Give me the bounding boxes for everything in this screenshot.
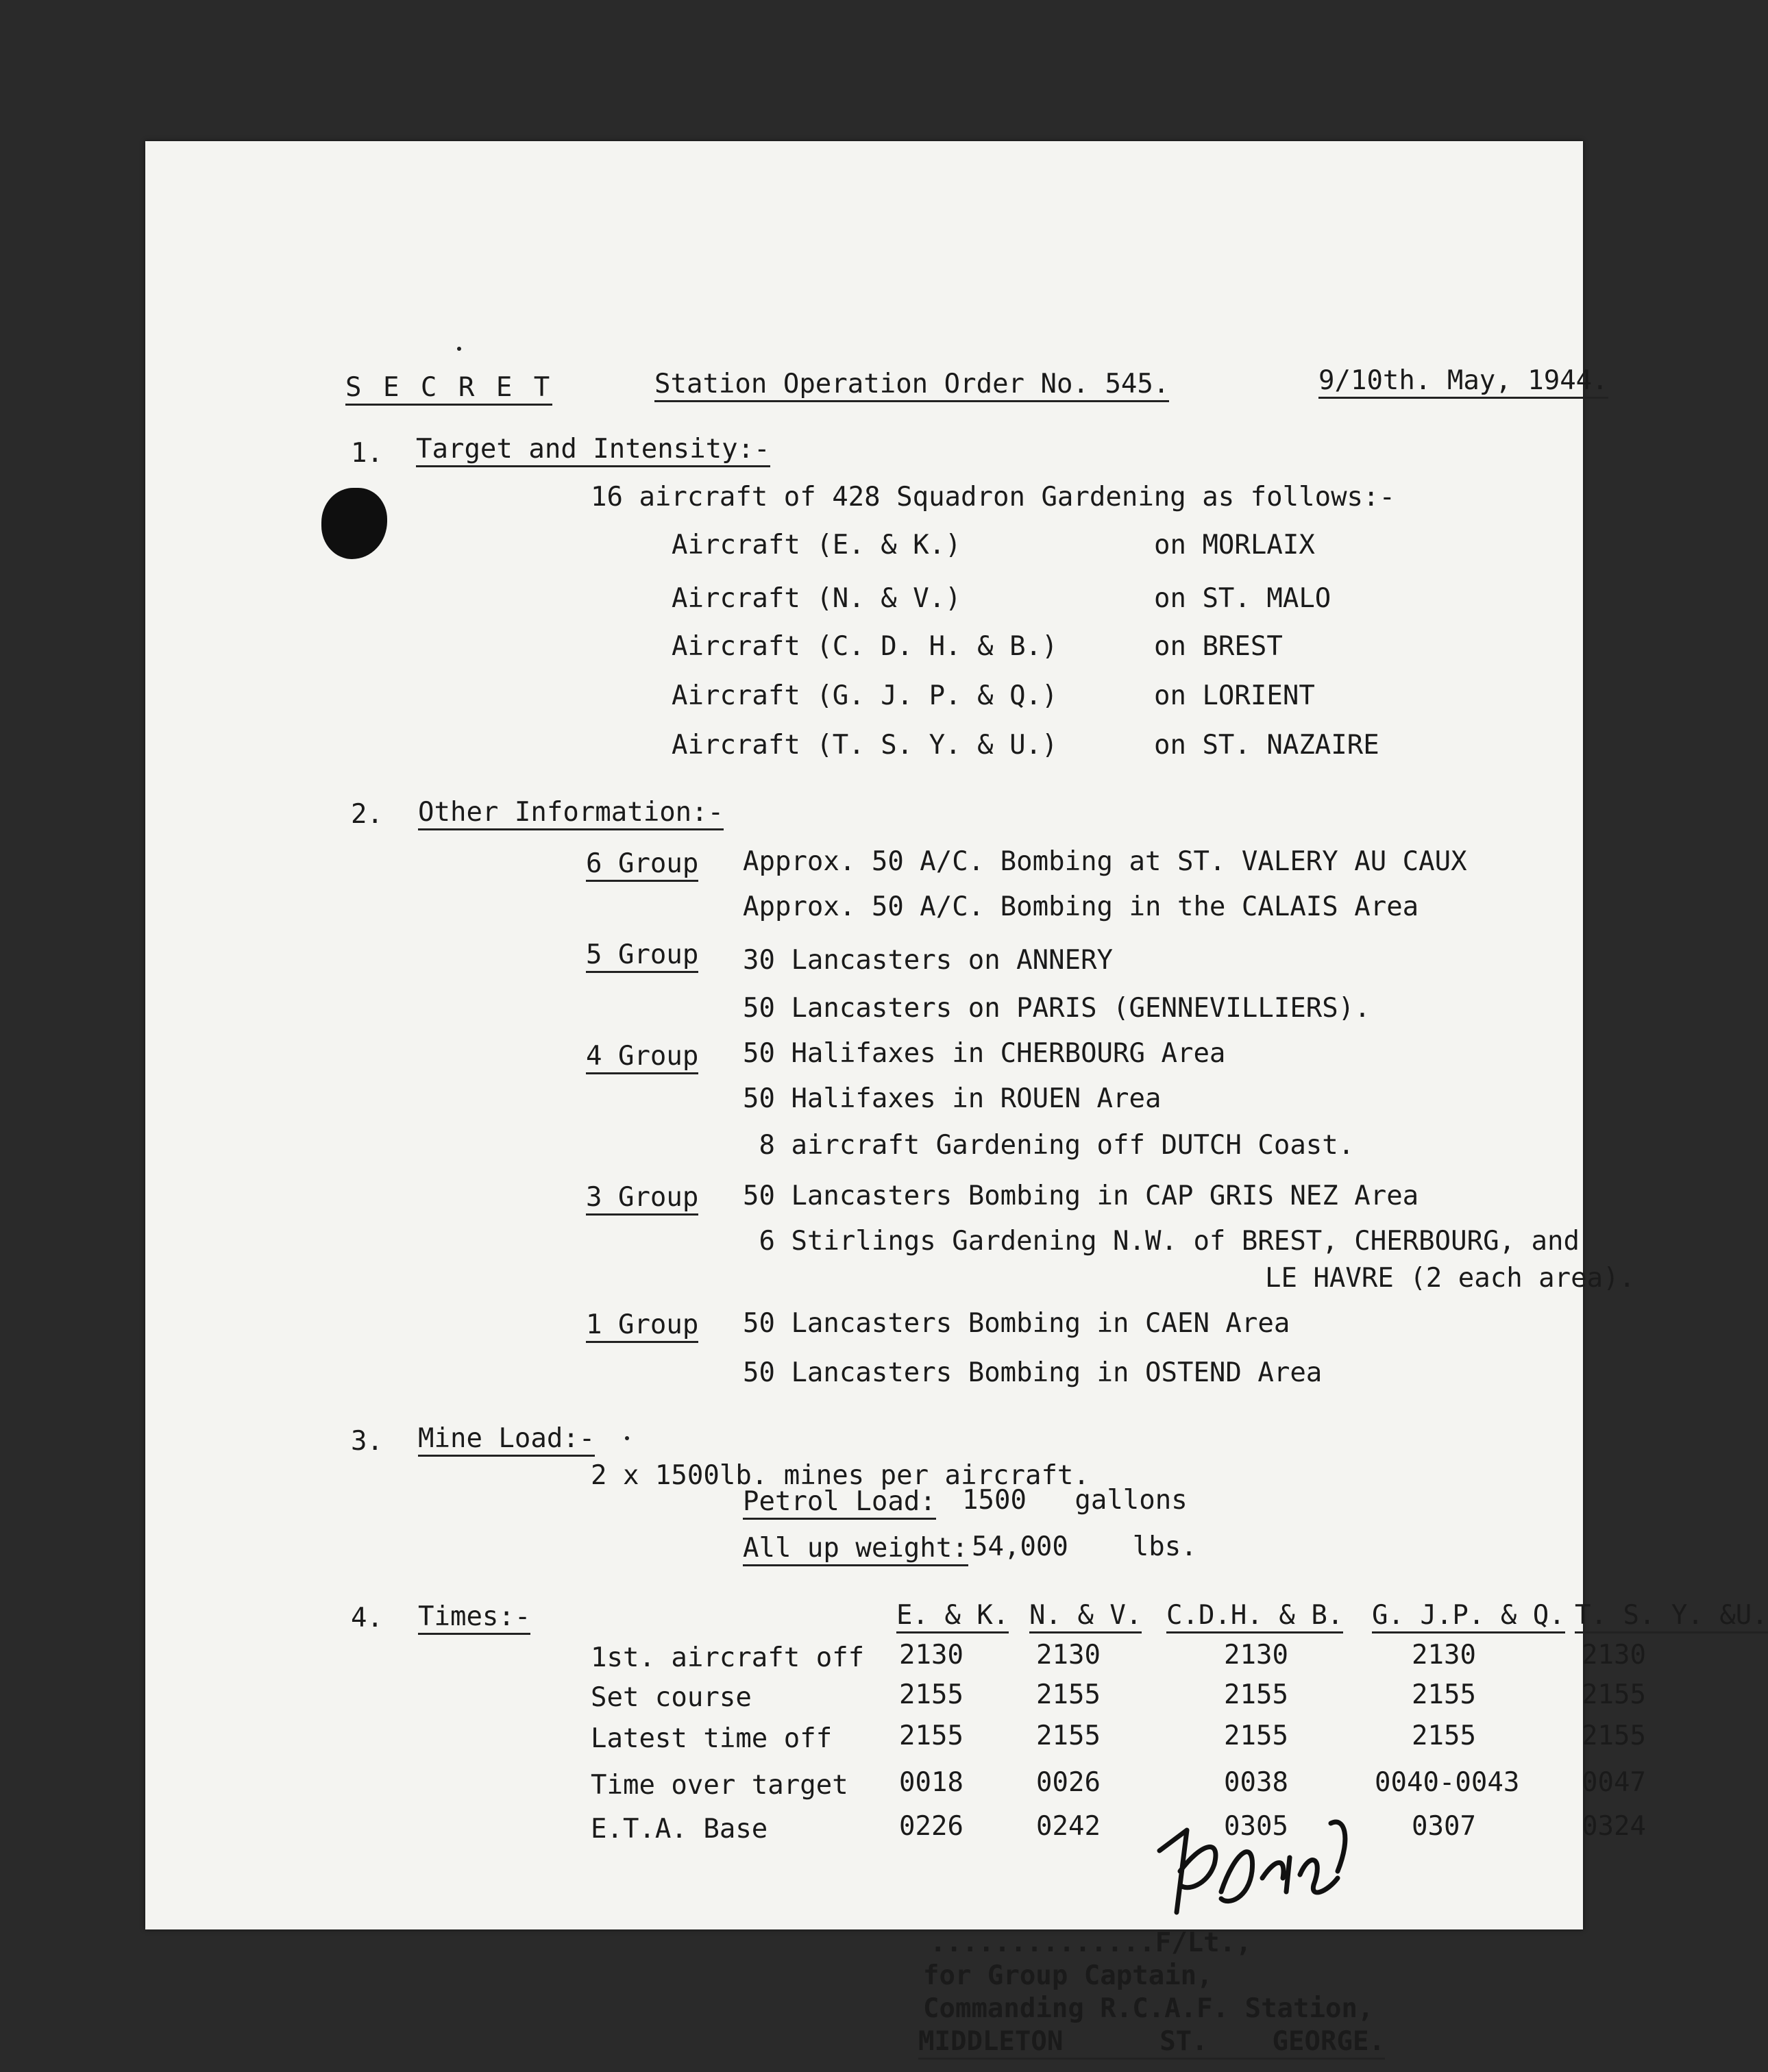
section-1-number: 1. bbox=[351, 438, 383, 469]
group-line: 50 Halifaxes in CHERBOURG Area bbox=[743, 1038, 1226, 1069]
petrol-load-value: 1500 gallons bbox=[962, 1485, 1188, 1516]
times-column-header: T. S. Y. &U. bbox=[1575, 1602, 1768, 1633]
ink-speck bbox=[457, 347, 461, 351]
group-name: 1 Group bbox=[586, 1311, 698, 1343]
aircraft-row-target: on MORLAIX bbox=[1154, 530, 1315, 560]
aircraft-row-target: on LORIENT bbox=[1154, 680, 1315, 711]
aircraft-row-label: Aircraft (C. D. H. & B.) bbox=[672, 631, 1058, 662]
signature-station: MIDDLETON ST. GEORGE. bbox=[918, 2028, 1385, 2060]
section-4-heading: Times:- bbox=[418, 1603, 530, 1635]
order-title: Station Operation Order No. 545. bbox=[654, 371, 1169, 402]
times-column-header: E. & K. bbox=[896, 1602, 1009, 1633]
group-name: 4 Group bbox=[586, 1043, 698, 1074]
petrol-load-label: Petrol Load: bbox=[743, 1488, 936, 1520]
times-cell: 2130 bbox=[1224, 1640, 1288, 1670]
times-cell: 2155 bbox=[1412, 1679, 1476, 1710]
times-row-label: Latest time off bbox=[591, 1723, 833, 1754]
group-name: 6 Group bbox=[586, 850, 698, 882]
mine-load-text: 2 x 1500lb. mines per aircraft. bbox=[591, 1460, 1090, 1491]
all-up-weight-value: 54,000 lbs. bbox=[972, 1531, 1197, 1562]
group-line: 50 Lancasters Bombing in OSTEND Area bbox=[743, 1357, 1323, 1388]
section-1-heading: Target and Intensity:- bbox=[416, 436, 770, 467]
section-1-intro: 16 aircraft of 428 Squadron Gardening as follows:- bbox=[591, 482, 1395, 513]
group-line: 6 Stirlings Gardening N.W. of BREST, CHERBOURG, and bbox=[743, 1226, 1580, 1257]
section-2-number: 2. bbox=[351, 799, 383, 830]
group-name: 5 Group bbox=[586, 941, 698, 973]
times-cell: 2155 bbox=[1224, 1720, 1288, 1751]
times-cell: 2155 bbox=[1036, 1679, 1101, 1710]
signature-for: for Group Captain, bbox=[923, 1960, 1213, 1991]
group-line: LE HAVRE (2 each area). bbox=[1265, 1263, 1636, 1294]
order-date: 9/10th. May, 1944. bbox=[1318, 367, 1608, 399]
signature-commanding: Commanding R.C.A.F. Station, bbox=[923, 1993, 1374, 2024]
times-cell: 2155 bbox=[899, 1679, 963, 1710]
times-cell: 2155 bbox=[899, 1720, 963, 1751]
times-cell: 0242 bbox=[1036, 1811, 1101, 1842]
document-page bbox=[145, 141, 1768, 2057]
times-cell: 2155 bbox=[1582, 1679, 1646, 1710]
section-3-heading: Mine Load:- bbox=[418, 1425, 595, 1457]
times-cell: 2130 bbox=[899, 1640, 963, 1670]
times-cell: 0305 bbox=[1224, 1811, 1288, 1842]
times-row-label: Set course bbox=[591, 1682, 752, 1713]
signature-line: ..............F/Lt., bbox=[930, 1927, 1252, 1958]
aircraft-row-target: on ST. MALO bbox=[1154, 583, 1331, 614]
times-cell: 0307 bbox=[1412, 1811, 1476, 1842]
times-row-label: Time over target bbox=[591, 1770, 848, 1801]
handwritten-signature bbox=[1139, 1810, 1372, 1940]
times-cell: 2155 bbox=[1036, 1720, 1101, 1751]
group-line: 50 Lancasters Bombing in CAEN Area bbox=[743, 1308, 1290, 1339]
times-row-label: E.T.A. Base bbox=[591, 1814, 768, 1845]
section-3-number: 3. bbox=[351, 1426, 383, 1457]
times-column-header: G. J.P. & Q. bbox=[1372, 1602, 1565, 1633]
times-cell: 2155 bbox=[1582, 1720, 1646, 1751]
group-name: 3 Group bbox=[586, 1184, 698, 1216]
group-line: Approx. 50 A/C. Bombing at ST. VALERY AU CAUX bbox=[743, 846, 1467, 877]
ink-speck bbox=[625, 1436, 629, 1440]
times-cell: 0038 bbox=[1224, 1767, 1288, 1798]
aircraft-row-target: on ST. NAZAIRE bbox=[1154, 730, 1379, 761]
aircraft-row-label: Aircraft (T. S. Y. & U.) bbox=[672, 730, 1058, 761]
aircraft-row-target: on BREST bbox=[1154, 631, 1283, 662]
times-row-label: 1st. aircraft off bbox=[591, 1642, 865, 1673]
aircraft-row-label: Aircraft (G. J. P. & Q.) bbox=[672, 680, 1058, 711]
times-cell: 0018 bbox=[899, 1767, 963, 1798]
section-2-heading: Other Information:- bbox=[418, 799, 724, 830]
section-4-number: 4. bbox=[351, 1603, 383, 1633]
secret-marking: S E C R E T bbox=[345, 374, 552, 406]
aircraft-row-label: Aircraft (E. & K.) bbox=[672, 530, 961, 560]
times-cell: 0226 bbox=[899, 1811, 963, 1842]
times-cell: 2130 bbox=[1582, 1640, 1646, 1670]
times-cell: 0040-0043 bbox=[1375, 1767, 1520, 1798]
times-cell: 0324 bbox=[1582, 1811, 1646, 1842]
group-line: 50 Lancasters Bombing in CAP GRIS NEZ Area bbox=[743, 1181, 1419, 1211]
all-up-weight-label: All up weight: bbox=[743, 1535, 968, 1566]
times-cell: 2130 bbox=[1036, 1640, 1101, 1670]
times-cell: 2155 bbox=[1412, 1720, 1476, 1751]
times-cell: 0047 bbox=[1582, 1767, 1646, 1798]
times-column-header: N. & V. bbox=[1029, 1602, 1142, 1633]
group-line: 50 Lancasters on PARIS (GENNEVILLIERS). bbox=[743, 993, 1371, 1024]
times-cell: 0026 bbox=[1036, 1767, 1101, 1798]
aircraft-row-label: Aircraft (N. & V.) bbox=[672, 583, 961, 614]
times-column-header: C.D.H. & B. bbox=[1166, 1602, 1343, 1633]
group-line: 50 Halifaxes in ROUEN Area bbox=[743, 1083, 1162, 1114]
group-line: Approx. 50 A/C. Bombing in the CALAIS Area bbox=[743, 891, 1419, 922]
ink-blot bbox=[321, 488, 387, 559]
group-line: 8 aircraft Gardening off DUTCH Coast. bbox=[743, 1130, 1355, 1161]
times-cell: 2130 bbox=[1412, 1640, 1476, 1670]
group-line: 30 Lancasters on ANNERY bbox=[743, 945, 1114, 976]
times-cell: 2155 bbox=[1224, 1679, 1288, 1710]
